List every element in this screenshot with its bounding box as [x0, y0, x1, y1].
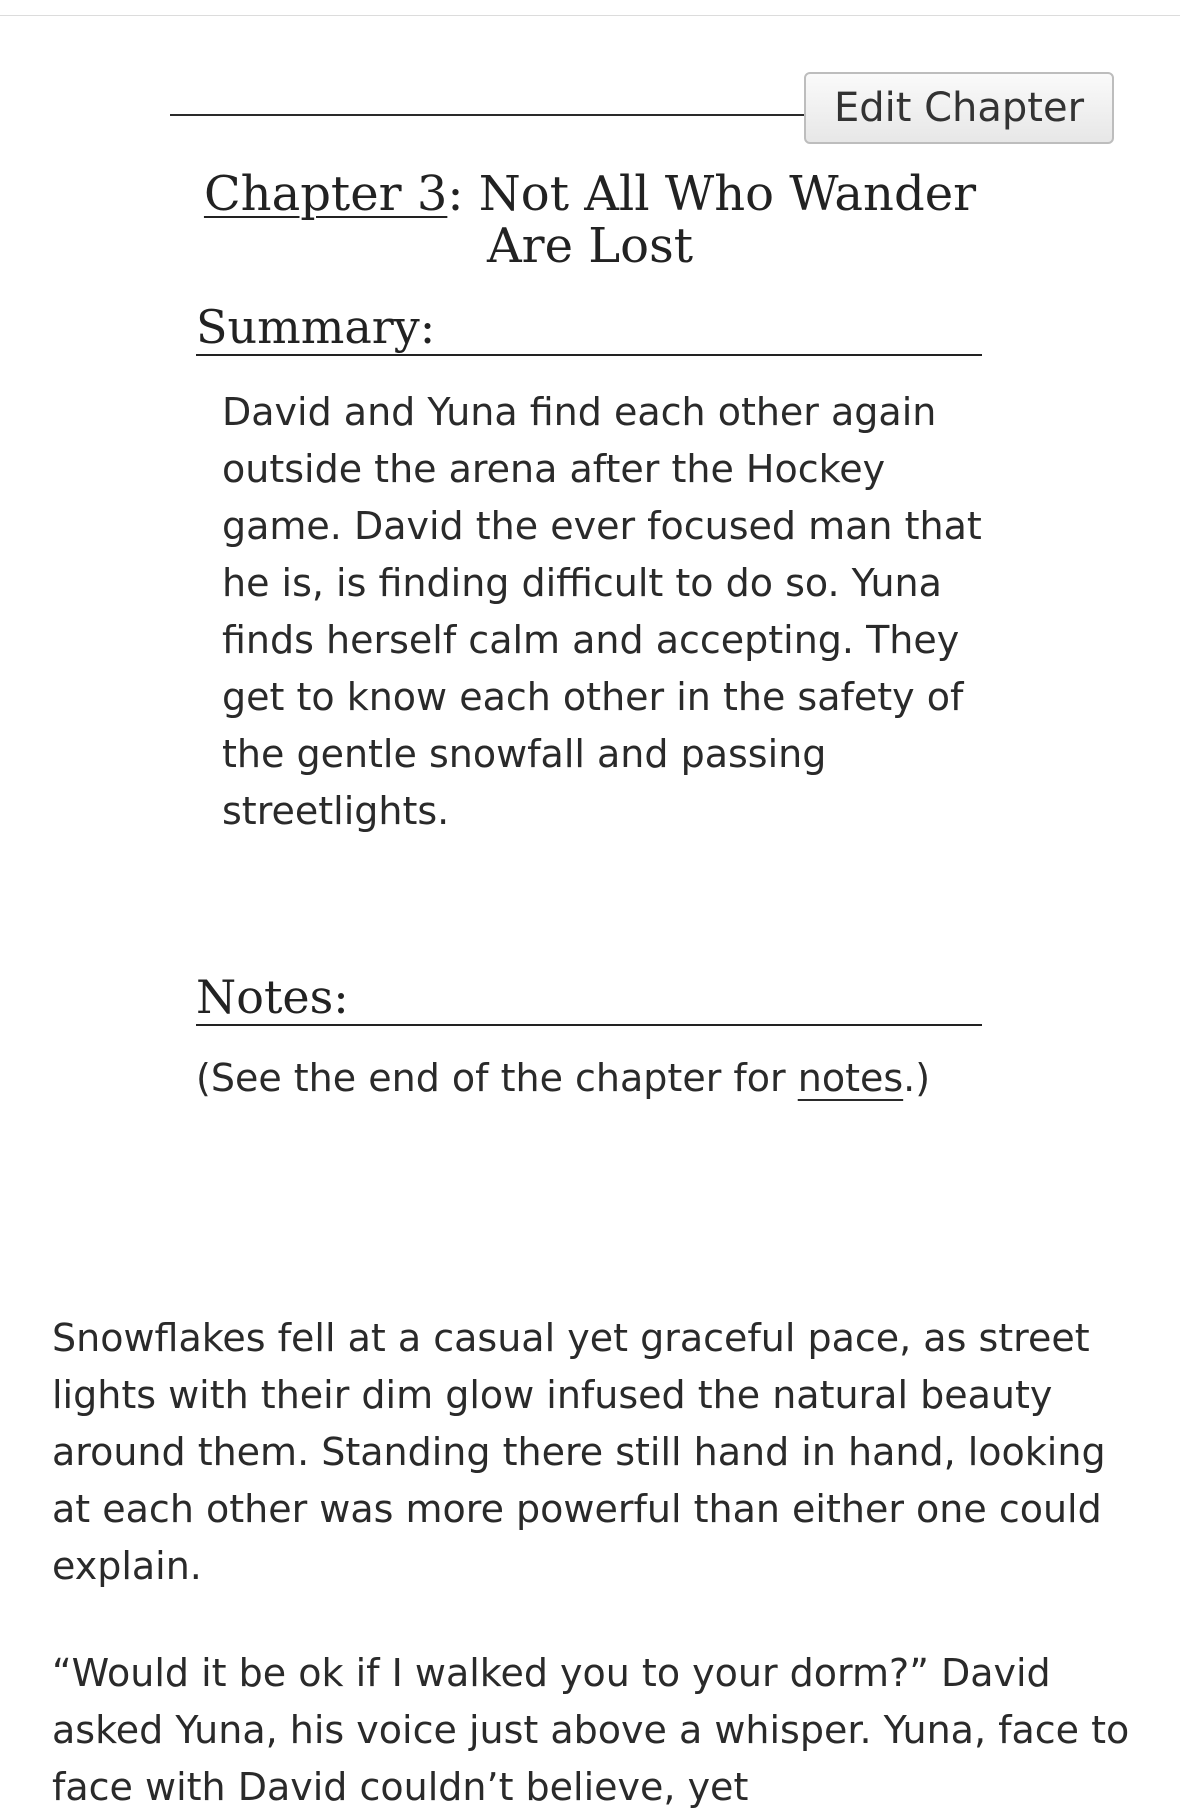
- chapter-divider: [170, 114, 810, 116]
- chapter-link[interactable]: Chapter 3: [203, 166, 448, 222]
- body-paragraph: “Would it be ok if I walked you to your dorm?” David asked Yuna, his voice just above a whisper. Yuna, face to face with David couldn’t believe, yet: [52, 1651, 1130, 1809]
- top-border: [0, 15, 1180, 16]
- notes-prefix: (See the end of the chapter for: [196, 1056, 798, 1100]
- body-paragraph: Snowflakes fell at a casual yet graceful pace, as street lights with their dim glow infused the natural beauty around them. Standing there still hand in hand, looking at each other was more powerful than either one could explain.: [52, 1316, 1106, 1588]
- notes-suffix: .): [903, 1056, 931, 1100]
- chapter-title: [200, 168, 980, 272]
- notes-link[interactable]: notes: [797, 1056, 904, 1100]
- summary-text: David and Yuna find each other again outside the arena after the Hockey game. David the ever focused man that he is, is finding difficult to do so. Yuna finds herself calm and accepting. They get to know each other in the safety of the gentle snowfall and passing streetlights.: [222, 390, 982, 833]
- summary-heading: Summary:: [196, 300, 982, 356]
- chapter-title-text: : Not All Who Wander Are Lost: [447, 166, 977, 274]
- edit-chapter-button[interactable]: Edit Chapter: [804, 72, 1114, 144]
- notes-heading: Notes:: [196, 970, 982, 1026]
- notes-text: [196, 1050, 996, 1107]
